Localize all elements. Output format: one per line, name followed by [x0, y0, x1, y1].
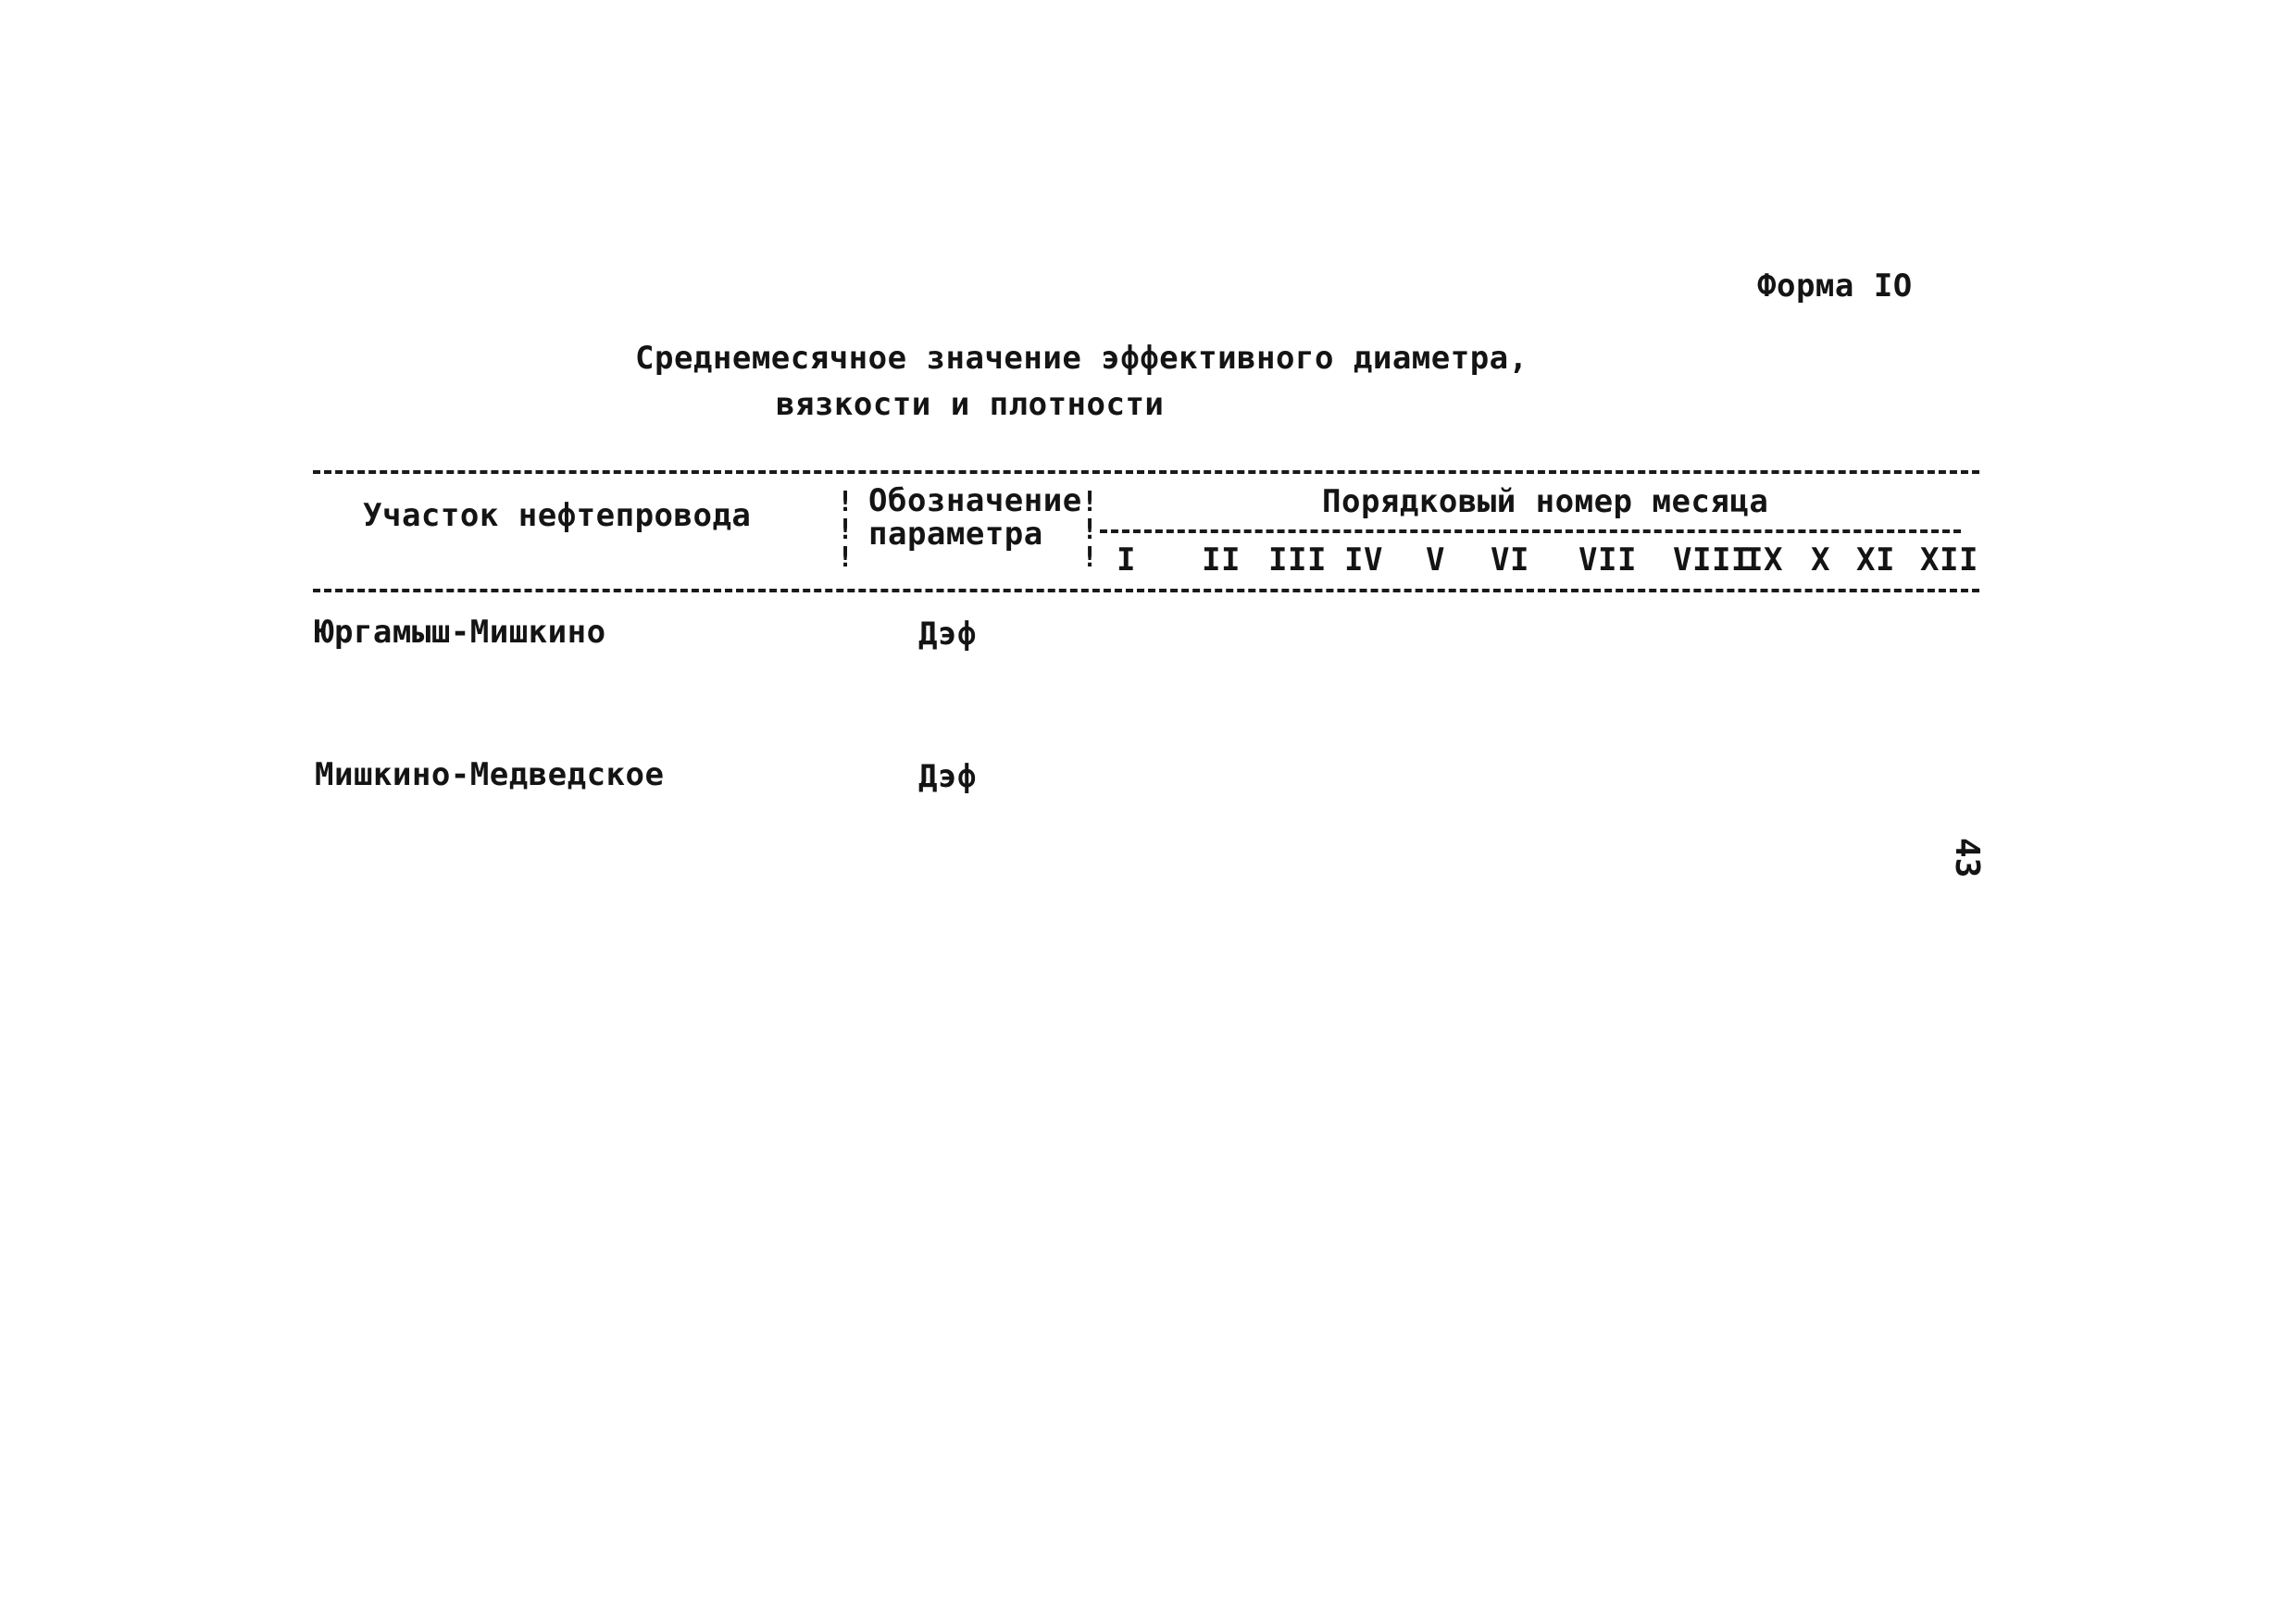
title-line-2: вязкости и плотности: [776, 386, 1165, 423]
month-5: V: [1426, 541, 1445, 579]
column-divider-2: ! ! !: [1081, 486, 1099, 574]
month-7: VII: [1578, 541, 1637, 579]
month-11: XI: [1856, 541, 1895, 579]
month-4: IV: [1344, 541, 1383, 579]
month-3: III: [1268, 541, 1327, 579]
month-6: VI: [1491, 541, 1529, 579]
header-section: Участок нефтепровода: [363, 497, 752, 534]
header-month-number: Порядковый номер месяца: [1322, 483, 1769, 520]
row-2-section: Мишкино-Медведское: [315, 756, 665, 793]
row-1-param: Дэф: [918, 616, 977, 653]
month-2: II: [1202, 541, 1241, 579]
column-divider-1: ! ! !: [837, 486, 855, 574]
title-line-1: Среднемесячное значение эффективного диаметра,: [635, 340, 1529, 377]
header-designation: [868, 482, 1082, 553]
row-1-section: Юргамыш-Мишкино: [315, 614, 606, 651]
form-label: Форма IO: [1757, 268, 1913, 305]
month-1: I: [1117, 541, 1136, 579]
header-designation-text: Обозначение параметра: [868, 482, 1082, 553]
month-10: X: [1811, 541, 1830, 579]
page-number: 43: [1948, 838, 1986, 878]
month-numerals: [1102, 541, 1990, 581]
month-8: VIII: [1673, 541, 1751, 579]
header-mid-rule: [1100, 529, 1961, 533]
month-9: IX: [1744, 541, 1783, 579]
header-bottom-rule: [313, 589, 1979, 592]
month-12: XII: [1920, 541, 1978, 579]
table-top-rule: [313, 470, 1979, 474]
row-2-param: Дэф: [918, 758, 977, 795]
